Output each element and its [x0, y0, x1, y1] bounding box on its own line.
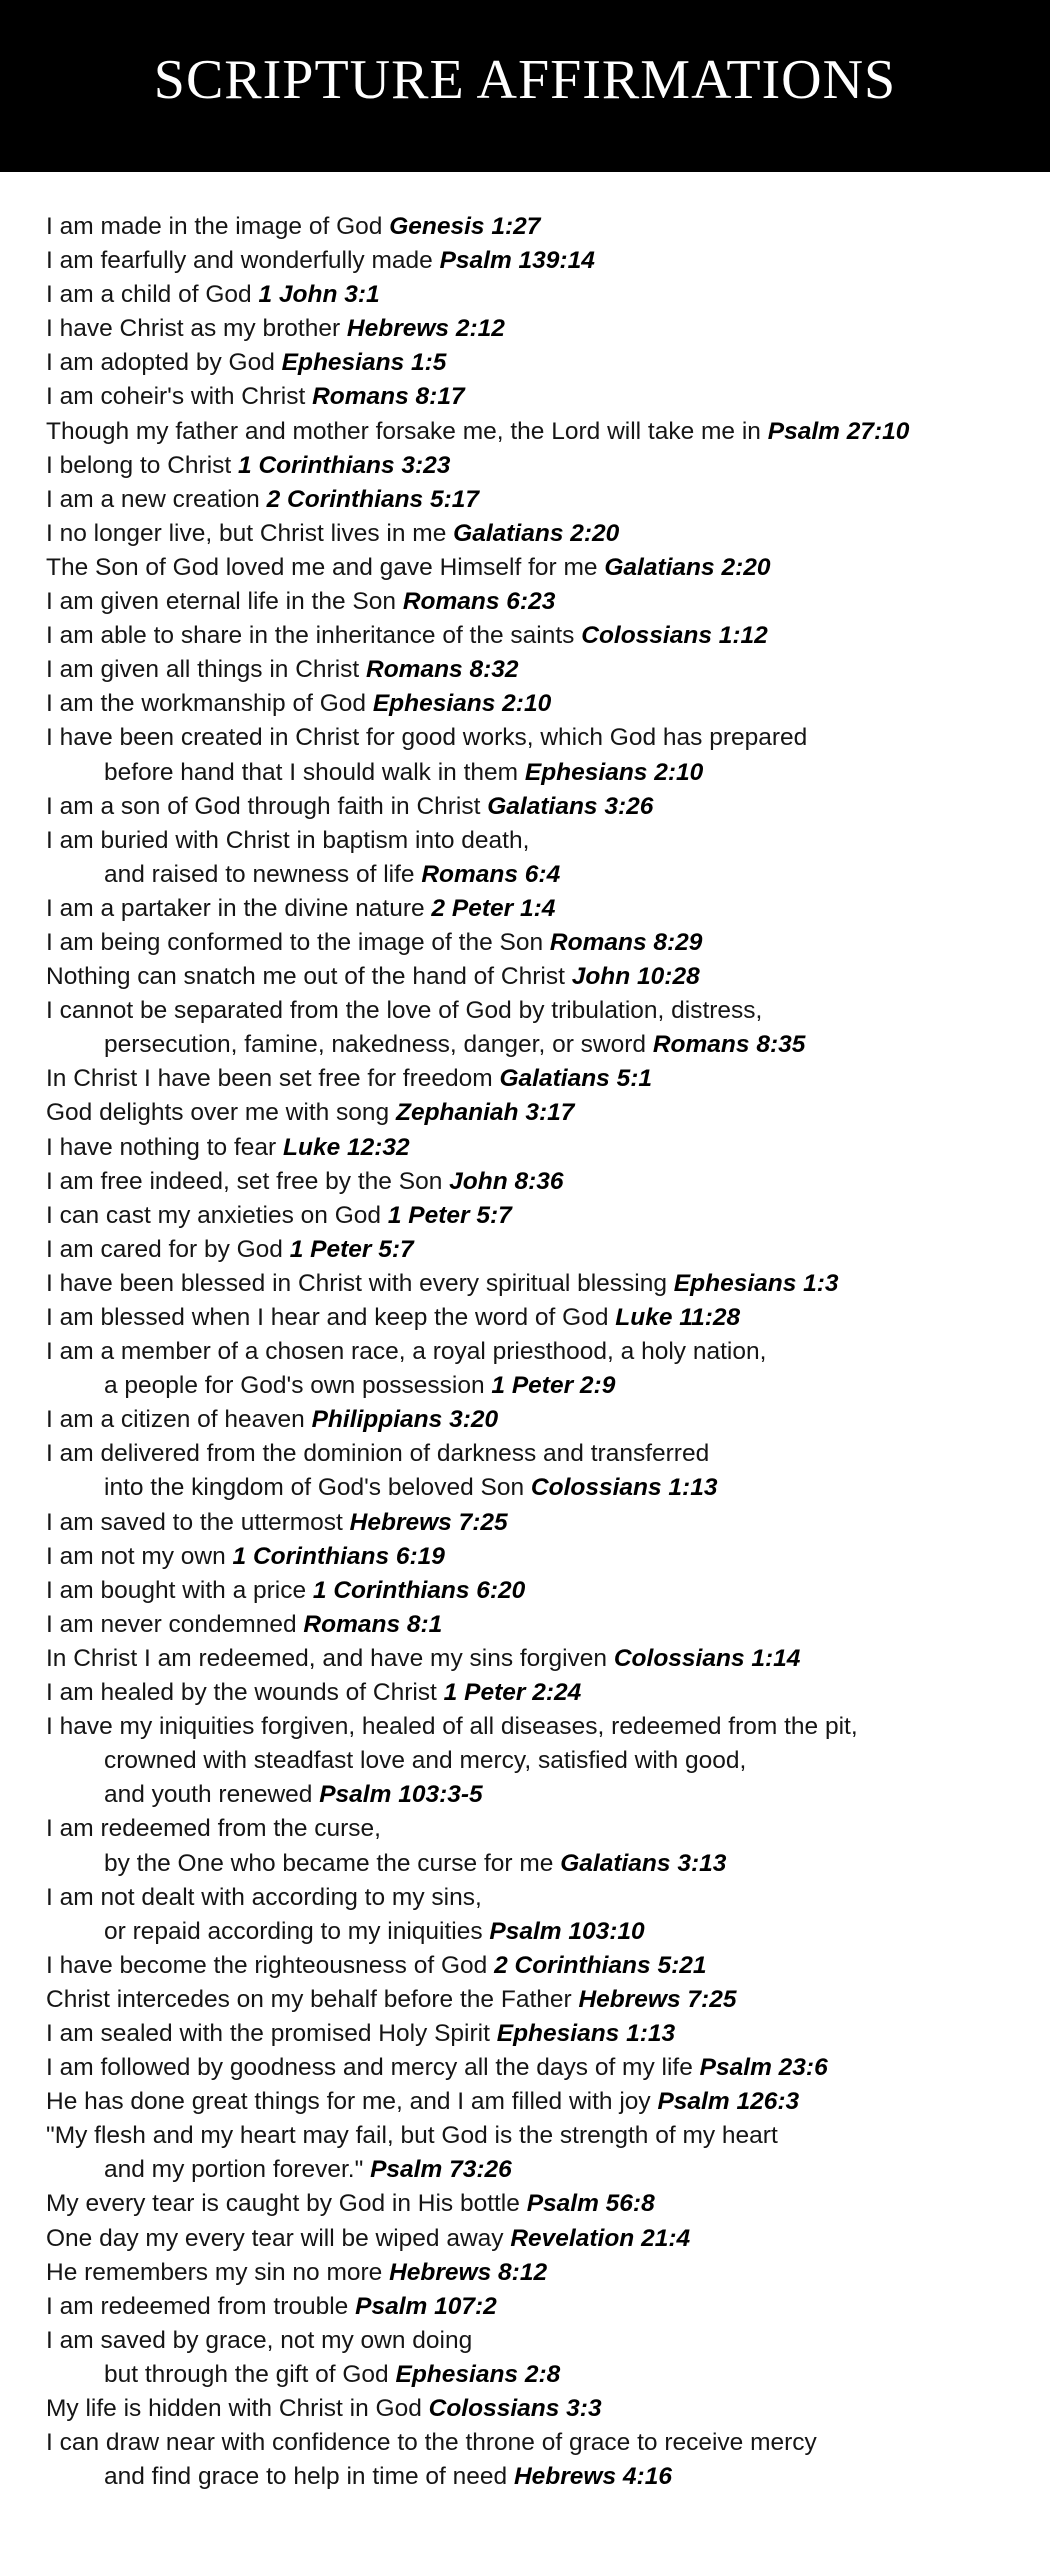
affirmation-item	[46, 1335, 1036, 1403]
scripture-reference: Colossians 3:3	[428, 2395, 602, 2422]
affirmation-line	[46, 824, 1036, 858]
affirmation-item	[46, 1983, 1036, 2017]
affirmation-line	[46, 2290, 1036, 2324]
scripture-reference: Hebrews 8:12	[389, 2258, 548, 2286]
affirmation-line	[46, 380, 1036, 414]
affirmation-item	[46, 2426, 1036, 2494]
scripture-reference: Psalm 56:8	[526, 2190, 655, 2218]
affirmation-line	[46, 585, 1036, 619]
affirmation-line	[46, 653, 1036, 687]
affirmation-line	[46, 312, 1036, 346]
affirmation-text: I am given all things in Christ	[46, 656, 360, 684]
affirmation-text: I am a child of God	[46, 281, 252, 309]
affirmation-line	[46, 1403, 1036, 1437]
affirmation-text: and my portion forever."	[104, 2156, 364, 2184]
affirmation-text: I am not dealt with according to my sins,	[46, 1883, 482, 1911]
scripture-reference: Galatians 3:13	[560, 1849, 727, 1877]
affirmation-text: I am saved by grace, not my own doing	[46, 2326, 473, 2354]
scripture-reference: John 8:36	[449, 1167, 564, 1195]
scripture-reference: Ephesians 2:10	[372, 690, 552, 718]
scripture-reference: Ephesians 1:13	[496, 2019, 676, 2047]
affirmation-line	[46, 278, 1036, 312]
scripture-reference: Colossians 1:12	[581, 622, 768, 650]
affirmation-text: I am adopted by God	[46, 349, 275, 377]
affirmation-line	[46, 2460, 1036, 2494]
affirmation-item	[46, 2324, 1036, 2392]
scripture-reference: Psalm 107:2	[355, 2292, 497, 2320]
affirmation-item	[46, 210, 1036, 244]
affirmation-item	[46, 2119, 1036, 2187]
affirmation-text: Christ intercedes on my behalf before the Father	[46, 1985, 572, 2013]
scripture-reference: Revelation 21:4	[510, 2224, 691, 2252]
scripture-reference: Galatians 2:20	[453, 519, 620, 547]
affirmation-line	[46, 1642, 1036, 1676]
affirmation-text: before hand that I should walk in them	[104, 758, 519, 786]
scripture-reference: Galatians 5:1	[499, 1065, 652, 1093]
affirmation-line	[46, 1437, 1036, 1471]
affirmation-item	[46, 380, 1036, 414]
affirmation-text: a people for God's own possession	[104, 1372, 485, 1400]
affirmation-item	[46, 449, 1036, 483]
scripture-reference: Romans 6:4	[421, 860, 561, 888]
affirmation-line	[46, 210, 1036, 244]
scripture-reference: Romans 8:32	[366, 656, 519, 684]
scripture-reference: 2 Corinthians 5:21	[494, 1951, 707, 1979]
affirmation-text: I belong to Christ	[46, 451, 232, 479]
affirmation-text: My life is hidden with Christ in God	[46, 2395, 422, 2422]
affirmation-line	[46, 1812, 1036, 1846]
affirmation-line	[46, 1471, 1036, 1505]
affirmation-line	[46, 1335, 1036, 1369]
affirmation-text: I am a son of God through faith in Christ	[46, 792, 481, 820]
affirmation-text: I am bought with a price	[46, 1576, 307, 1604]
scripture-reference: Hebrews 7:25	[578, 1985, 737, 2013]
affirmation-text: I am a new creation	[46, 485, 260, 513]
affirmation-text: The Son of God loved me and gave Himself for me	[46, 553, 598, 581]
scripture-reference: Psalm 103:3-5	[319, 1781, 483, 1809]
affirmation-line	[46, 1676, 1036, 1710]
scripture-reference: 1 Peter 2:24	[443, 1679, 582, 1707]
affirmation-line	[46, 2153, 1036, 2187]
affirmation-text: I am blessed when I hear and keep the word of God	[46, 1304, 609, 1331]
scripture-reference: Colossians 1:14	[613, 1644, 801, 1672]
affirmation-line	[46, 1267, 1036, 1301]
affirmation-text: I am given eternal life in the Son	[46, 588, 397, 616]
affirmation-text: into the kingdom of God's beloved Son	[104, 1474, 525, 1502]
affirmation-item	[46, 824, 1036, 892]
scripture-reference: Luke 11:28	[615, 1304, 741, 1331]
affirmation-line	[46, 449, 1036, 483]
affirmation-text: In Christ I have been set free for freedom	[46, 1065, 493, 1093]
affirmation-item	[46, 2187, 1036, 2221]
scripture-reference: 2 Peter 1:4	[431, 894, 556, 922]
affirmation-text: I am buried with Christ in baptism into death,	[46, 826, 530, 854]
affirmation-text: but through the gift of God	[104, 2360, 389, 2388]
affirmation-item	[46, 1131, 1036, 1165]
affirmation-item	[46, 346, 1036, 380]
affirmation-item	[46, 2392, 1036, 2426]
scripture-reference: Colossians 1:13	[530, 1474, 718, 1502]
affirmation-line	[46, 2392, 1036, 2426]
affirmation-text: I am a citizen of heaven	[46, 1406, 305, 1434]
affirmation-line	[46, 1915, 1036, 1949]
scripture-reference: John 10:28	[571, 963, 700, 991]
affirmation-item	[46, 960, 1036, 994]
affirmation-item	[46, 1540, 1036, 1574]
affirmation-text: I am fearfully and wonderfully made	[46, 247, 433, 275]
affirmation-text: I am redeemed from the curse,	[46, 1815, 381, 1843]
affirmation-line	[46, 1131, 1036, 1165]
scripture-reference: Romans 8:29	[549, 928, 703, 956]
affirmation-text: He remembers my sin no more	[46, 2258, 383, 2286]
affirmation-item	[46, 687, 1036, 721]
affirmation-text: I am a member of a chosen race, a royal priesthood, a holy nation,	[46, 1338, 767, 1366]
affirmation-line	[46, 1540, 1036, 1574]
scripture-reference: Romans 8:17	[312, 383, 465, 411]
affirmation-item	[46, 551, 1036, 585]
affirmation-line	[46, 1233, 1036, 1267]
affirmation-line	[46, 892, 1036, 926]
affirmation-line	[46, 2324, 1036, 2358]
affirmation-line	[46, 1574, 1036, 1608]
affirmation-line	[46, 1369, 1036, 1403]
affirmation-line	[46, 619, 1036, 653]
affirmation-line	[46, 1506, 1036, 1540]
affirmation-text: God delights over me with song	[46, 1099, 390, 1127]
affirmation-text: I am free indeed, set free by the Son	[46, 1167, 443, 1195]
affirmation-item	[46, 1949, 1036, 1983]
affirmation-item	[46, 1574, 1036, 1608]
affirmation-item	[46, 1301, 1036, 1335]
scripture-reference: Psalm 139:14	[439, 247, 595, 275]
scripture-reference: 1 Peter 5:7	[289, 1235, 414, 1263]
scripture-reference: Philippians 3:20	[311, 1406, 499, 1434]
affirmation-list	[46, 210, 1036, 2494]
scripture-reference: Genesis 1:27	[389, 213, 541, 240]
scripture-reference: Ephesians 1:5	[281, 349, 447, 377]
affirmation-item	[46, 2290, 1036, 2324]
affirmation-line	[46, 1881, 1036, 1915]
scripture-reference: Romans 8:1	[303, 1610, 443, 1638]
affirmation-line	[46, 858, 1036, 892]
affirmation-line	[46, 2017, 1036, 2051]
affirmation-line	[46, 2119, 1036, 2153]
affirmation-item	[46, 619, 1036, 653]
affirmation-item	[46, 483, 1036, 517]
affirmation-text: I am not my own	[46, 1542, 226, 1570]
affirmation-line	[46, 756, 1036, 790]
affirmation-item	[46, 1096, 1036, 1130]
scripture-reference: 1 Corinthians 6:19	[232, 1542, 445, 1570]
affirmation-item	[46, 585, 1036, 619]
affirmation-line	[46, 790, 1036, 824]
affirmation-text: Though my father and mother forsake me, the Lord will take me in	[46, 417, 761, 445]
affirmation-text: and find grace to help in time of need	[104, 2463, 508, 2491]
affirmation-item	[46, 892, 1036, 926]
affirmation-item	[46, 517, 1036, 551]
affirmation-text: by the One who became the curse for me	[104, 1849, 554, 1877]
affirmation-line	[46, 483, 1036, 517]
affirmation-text: I am made in the image of God	[46, 213, 383, 240]
affirmation-line	[46, 1710, 1036, 1744]
affirmation-item	[46, 1676, 1036, 1710]
scripture-reference: Romans 6:23	[402, 588, 556, 616]
affirmation-line	[46, 1165, 1036, 1199]
affirmation-item	[46, 1199, 1036, 1233]
affirmation-item	[46, 1642, 1036, 1676]
affirmation-text: crowned with steadfast love and mercy, satisfied with good,	[104, 1747, 747, 1775]
affirmation-text: I no longer live, but Christ lives in me	[46, 519, 447, 547]
affirmation-text: My every tear is caught by God in His bottle	[46, 2190, 520, 2218]
scripture-reference: Psalm 126:3	[657, 2088, 800, 2116]
page-title: SCRIPTURE AFFIRMATIONS	[153, 49, 897, 111]
scripture-reference: Galatians 3:26	[487, 792, 654, 820]
scripture-reference: Psalm 73:26	[370, 2156, 512, 2184]
affirmation-line	[46, 960, 1036, 994]
affirmation-line	[46, 517, 1036, 551]
affirmation-item	[46, 2051, 1036, 2085]
scripture-reference: Hebrews 4:16	[513, 2463, 672, 2491]
affirmation-text: I am able to share in the inheritance of the saints	[46, 622, 575, 650]
affirmation-item	[46, 1267, 1036, 1301]
scripture-reference: 1 Corinthians 3:23	[238, 451, 451, 479]
affirmation-item	[46, 721, 1036, 789]
affirmation-line	[46, 1744, 1036, 1778]
affirmation-text: I am being conformed to the image of the Son	[46, 928, 544, 956]
affirmation-text: In Christ I am redeemed, and have my sins forgiven	[46, 1644, 608, 1672]
scripture-reference: 1 Peter 5:7	[387, 1201, 512, 1229]
scripture-reference: 2 Corinthians 5:17	[266, 485, 480, 513]
affirmation-line	[46, 244, 1036, 278]
scripture-reference: Hebrews 2:12	[346, 315, 505, 343]
affirmation-text: One day my every tear will be wiped away	[46, 2224, 504, 2252]
scripture-reference: 1 John 3:1	[258, 281, 380, 309]
affirmation-line	[46, 1096, 1036, 1130]
header-banner	[0, 0, 1050, 172]
affirmation-text: I have been created in Christ for good works, which God has prepared	[46, 724, 808, 752]
affirmation-text: persecution, famine, nakedness, danger, or sword	[104, 1031, 647, 1059]
affirmation-item	[46, 926, 1036, 960]
affirmation-item	[46, 2085, 1036, 2119]
scripture-reference: Galatians 2:20	[604, 553, 771, 581]
scripture-reference: Zephaniah 3:17	[396, 1099, 575, 1127]
affirmation-line	[46, 346, 1036, 380]
affirmation-line	[46, 2256, 1036, 2290]
affirmation-line	[46, 1301, 1036, 1335]
affirmation-item	[46, 1403, 1036, 1437]
affirmation-line	[46, 2187, 1036, 2221]
affirmation-text: "My flesh and my heart may fail, but God is the strength of my heart	[46, 2122, 778, 2150]
affirmation-line	[46, 1028, 1036, 1062]
affirmation-item	[46, 1608, 1036, 1642]
affirmation-text: He has done great things for me, and I am filled with joy	[46, 2088, 651, 2116]
affirmation-text: I have been blessed in Christ with every spiritual blessing	[46, 1269, 667, 1297]
affirmation-line	[46, 1778, 1036, 1812]
scripture-reference: Hebrews 7:25	[349, 1508, 508, 1536]
scripture-reference: Psalm 23:6	[699, 2054, 828, 2082]
scripture-reference: Ephesians 2:8	[395, 2360, 561, 2388]
affirmation-line	[46, 994, 1036, 1028]
affirmation-item	[46, 1812, 1036, 1880]
affirmation-line	[46, 721, 1036, 755]
affirmation-line	[46, 1608, 1036, 1642]
affirmation-text: I can draw near with confidence to the throne of grace to receive mercy	[46, 2429, 817, 2457]
affirmation-item	[46, 2256, 1036, 2290]
affirmation-line	[46, 551, 1036, 585]
affirmation-text: and youth renewed	[104, 1781, 313, 1809]
affirmation-line	[46, 2222, 1036, 2256]
affirmation-text: I am redeemed from trouble	[46, 2292, 349, 2320]
affirmation-line	[46, 2085, 1036, 2119]
affirmation-item	[46, 1506, 1036, 1540]
affirmation-item	[46, 1710, 1036, 1812]
affirmation-text: I have Christ as my brother	[46, 315, 341, 343]
affirmation-text: I cannot be separated from the love of God by tribulation, distress,	[46, 997, 763, 1025]
scripture-reference: Ephesians 2:10	[524, 758, 704, 786]
affirmation-text: I am cared for by God	[46, 1235, 283, 1263]
affirmation-line	[46, 2051, 1036, 2085]
affirmation-text: Nothing can snatch me out of the hand of Christ	[46, 963, 565, 991]
affirmation-line	[46, 1847, 1036, 1881]
affirmation-text: I am a partaker in the divine nature	[46, 894, 425, 922]
affirmation-item	[46, 312, 1036, 346]
affirmation-line	[46, 2358, 1036, 2392]
affirmation-text: I am the workmanship of God	[46, 690, 367, 718]
affirmation-line	[46, 1199, 1036, 1233]
affirmation-item	[46, 790, 1036, 824]
affirmation-text: I am sealed with the promised Holy Spirit	[46, 2019, 490, 2047]
affirmation-text: I am saved to the uttermost	[46, 1508, 343, 1536]
scripture-reference: 1 Peter 2:9	[491, 1372, 616, 1400]
affirmation-text: I have become the righteousness of God	[46, 1951, 488, 1979]
affirmation-item	[46, 1062, 1036, 1096]
affirmation-text: I am delivered from the dominion of darkness and transferred	[46, 1440, 710, 1468]
affirmation-item	[46, 1437, 1036, 1505]
affirmation-text: I can cast my anxieties on God	[46, 1201, 381, 1229]
affirmation-text: I am followed by goodness and mercy all the days of my life	[46, 2054, 693, 2082]
affirmation-text: I have nothing to fear	[46, 1133, 277, 1161]
affirmation-item	[46, 1165, 1036, 1199]
affirmation-line	[46, 926, 1036, 960]
scripture-reference: Psalm 103:10	[489, 1917, 645, 1945]
affirmation-text: I have my iniquities forgiven, healed of all diseases, redeemed from the pit,	[46, 1713, 858, 1741]
affirmation-item	[46, 653, 1036, 687]
scripture-reference: 1 Corinthians 6:20	[312, 1576, 526, 1604]
affirmation-item	[46, 244, 1036, 278]
affirmation-text: I am never condemned	[46, 1610, 297, 1638]
affirmation-line	[46, 687, 1036, 721]
affirmation-line	[46, 2426, 1036, 2460]
affirmation-item	[46, 2017, 1036, 2051]
scripture-reference: Psalm 27:10	[767, 417, 910, 445]
affirmation-text: I am healed by the wounds of Christ	[46, 1679, 437, 1707]
affirmation-line	[46, 415, 1036, 449]
affirmation-item	[46, 994, 1036, 1062]
affirmation-text: and raised to newness of life	[104, 860, 415, 888]
scripture-reference: Ephesians 1:3	[673, 1269, 839, 1297]
affirmation-text: or repaid according to my iniquities	[104, 1917, 483, 1945]
affirmation-item	[46, 1233, 1036, 1267]
affirmation-line	[46, 1062, 1036, 1096]
scripture-reference: Romans 8:35	[652, 1031, 806, 1059]
affirmation-item	[46, 278, 1036, 312]
affirmation-line	[46, 1983, 1036, 2017]
affirmation-item	[46, 1881, 1036, 1949]
affirmation-text: I am coheir's with Christ	[46, 383, 306, 411]
affirmation-item	[46, 415, 1036, 449]
affirmation-line	[46, 1949, 1036, 1983]
scripture-reference: Luke 12:32	[283, 1133, 410, 1161]
affirmation-item	[46, 2222, 1036, 2256]
